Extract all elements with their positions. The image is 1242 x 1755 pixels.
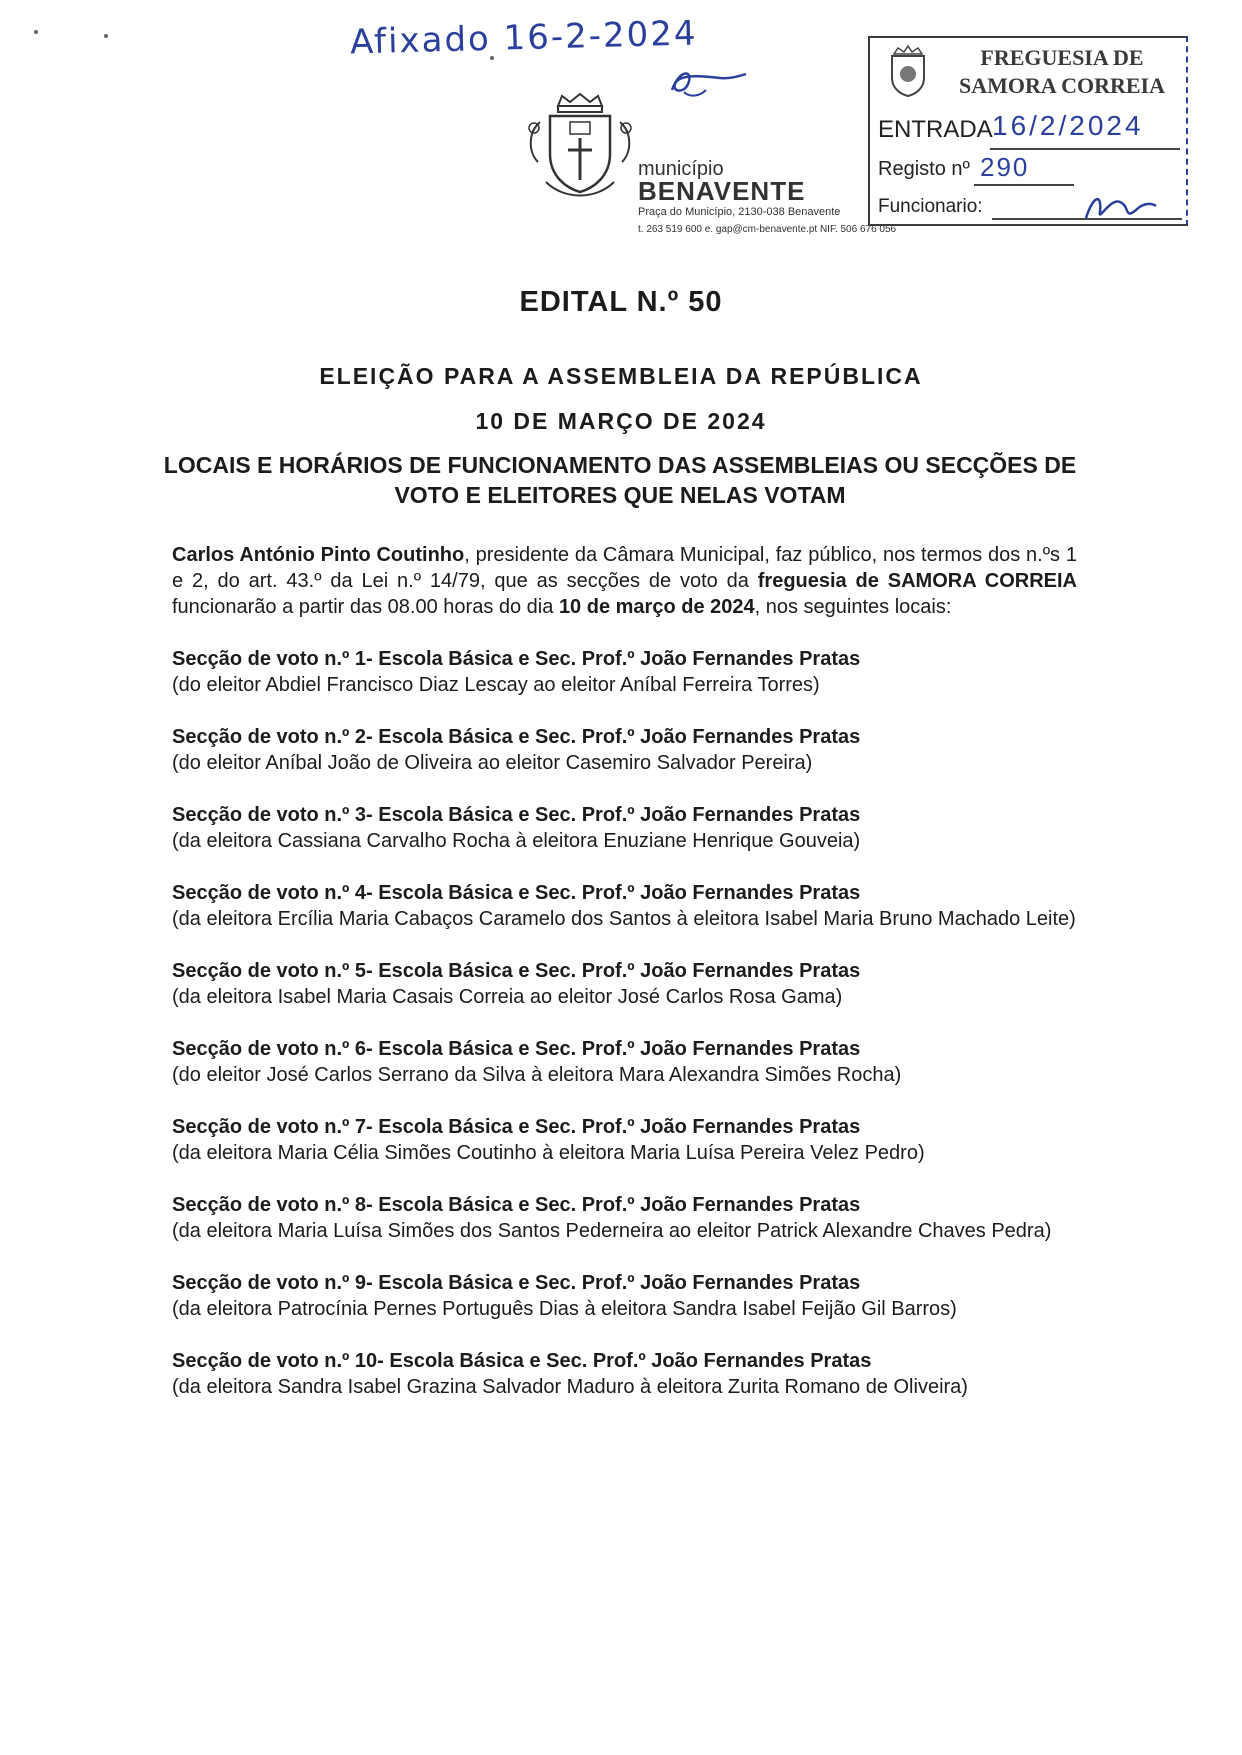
voting-section-voters: (da eleitora Cassiana Carvalho Rocha à eleitora Enuziane Henrique Gouveia) xyxy=(172,830,861,852)
voting-section xyxy=(172,802,1077,854)
section-heading: LOCAIS E HORÁRIOS DE FUNCIONAMENTO DAS ASSEMBLEIAS OU SECÇÕES DE VOTO E ELEITORES QUE NELAS VOTAM xyxy=(163,452,1077,508)
voting-section-voters: (da eleitora Sandra Isabel Grazina Salvador Maduro à eleitora Zurita Romano de Oliveira) xyxy=(172,1376,968,1398)
stamp-divider xyxy=(990,148,1180,150)
voting-section xyxy=(172,646,1077,698)
president-name: Carlos António Pinto Coutinho xyxy=(172,544,465,566)
stamp-entrada-date: 16/2/2024 xyxy=(992,110,1144,141)
stamp-title-line1: FREGUESIA DE xyxy=(980,45,1144,70)
voting-section-title: Secção de voto n.º 9- Escola Básica e Sec. Prof.º João Fernandes Pratas xyxy=(172,1272,861,1294)
election-date-inline: 10 de março de 2024 xyxy=(558,596,755,618)
stamp-title xyxy=(942,44,1182,100)
voting-section-title: Secção de voto n.º 5- Escola Básica e Sec. Prof.º João Fernandes Pratas xyxy=(172,960,861,982)
election-date: 10 DE MARÇO DE 2024 xyxy=(475,408,767,434)
voting-section xyxy=(172,880,1077,932)
voting-section xyxy=(172,1036,1077,1088)
scan-speck xyxy=(34,30,38,34)
voting-section xyxy=(172,1192,1077,1244)
intro-text-3: , nos seguintes locais: xyxy=(754,596,952,618)
freguesia-crest-icon xyxy=(880,44,936,100)
municipio-name: BENAVENTE xyxy=(638,176,806,206)
voting-section-voters: (da eleitora Maria Célia Simões Coutinho à eleitora Maria Luísa Pereira Velez Pedro) xyxy=(172,1142,925,1164)
voting-section-title: Secção de voto n.º 10- Escola Básica e Sec. Prof.º João Fernandes Pratas xyxy=(172,1350,872,1372)
voting-section-voters: (da eleitora Ercília Maria Cabaços Caramelo dos Santos à eleitora Isabel Maria Bruno Machado Leite) xyxy=(172,908,1076,930)
voting-section-title: Secção de voto n.º 1- Escola Básica e Sec. Prof.º João Fernandes Pratas xyxy=(172,648,861,670)
scan-speck xyxy=(104,34,108,38)
voting-section-voters: (do eleitor José Carlos Serrano da Silva à eleitora Mara Alexandra Simões Rocha) xyxy=(172,1064,902,1086)
stamp-divider xyxy=(974,184,1074,186)
stamp-registo-label: Registo nº xyxy=(878,158,970,180)
reception-stamp xyxy=(868,36,1188,226)
election-subtitle: ELEIÇÃO PARA A ASSEMBLEIA DA REPÚBLICA xyxy=(319,363,923,389)
voting-section-voters: (da eleitora Isabel Maria Casais Correia ao eleitor José Carlos Rosa Gama) xyxy=(172,986,843,1008)
handwritten-posted-note: Afixado 16-2-2024 xyxy=(349,13,699,63)
stamp-registo-number: 290 xyxy=(980,152,1030,182)
voting-section-voters: (da eleitora Patrocínia Pernes Português Dias à eleitora Sandra Isabel Feijão Gil Barros) xyxy=(172,1298,957,1320)
voting-section-voters: (do eleitor Aníbal João de Oliveira ao eleitor Casemiro Salvador Pereira) xyxy=(172,752,813,774)
voting-section xyxy=(172,1114,1077,1166)
stamp-signature xyxy=(1080,188,1160,228)
municipio-contacts: t. 263 519 600 e. gap@cm-benavente.pt NIF. 506 676 056 xyxy=(638,224,897,235)
voting-section-title: Secção de voto n.º 4- Escola Básica e Sec. Prof.º João Fernandes Pratas xyxy=(172,882,861,904)
municipality-crest-icon xyxy=(520,92,640,202)
intro-text-2: funcionarão a partir das 08.00 horas do dia xyxy=(172,596,559,618)
municipio-address: Praça do Município, 2130-038 Benavente xyxy=(638,206,841,218)
stamp-entrada-label: ENTRADA xyxy=(878,116,993,143)
voting-section xyxy=(172,1348,1077,1400)
voting-section-voters: (do eleitor Abdiel Francisco Diaz Lescay ao eleitor Aníbal Ferreira Torres) xyxy=(172,674,820,696)
voting-section-title: Secção de voto n.º 7- Escola Básica e Sec. Prof.º João Fernandes Pratas xyxy=(172,1116,861,1138)
voting-section-title: Secção de voto n.º 3- Escola Básica e Sec. Prof.º João Fernandes Pratas xyxy=(172,804,861,826)
voting-section-title: Secção de voto n.º 2- Escola Básica e Sec. Prof.º João Fernandes Pratas xyxy=(172,726,861,748)
voting-section xyxy=(172,1270,1077,1322)
document-body xyxy=(172,542,1077,1426)
intro-text-1: , presidente da Câmara Municipal, faz público, nos termos dos n.ºs 1 e 2, do art. 43.º da Lei n.º 14/79, que as secções de voto da xyxy=(172,544,1077,592)
voting-section-title: Secção de voto n.º 8- Escola Básica e Sec. Prof.º João Fernandes Pratas xyxy=(172,1194,861,1216)
municipio-label: município xyxy=(638,158,724,180)
voting-section xyxy=(172,958,1077,1010)
stamp-title-line2: SAMORA CORREIA xyxy=(959,73,1165,98)
stamp-funcionario-label: Funcionario: xyxy=(878,196,983,217)
freguesia-name: freguesia de SAMORA CORREIA xyxy=(757,570,1077,592)
voting-section-title: Secção de voto n.º 6- Escola Básica e Sec. Prof.º João Fernandes Pratas xyxy=(172,1038,861,1060)
handwritten-initials xyxy=(660,62,750,102)
voting-section xyxy=(172,724,1077,776)
intro-paragraph xyxy=(172,542,1077,620)
voting-section-voters: (da eleitora Maria Luísa Simões dos Santos Pederneira ao eleitor Patrick Alexandre Chaves Pedra) xyxy=(172,1220,1052,1242)
edital-title: EDITAL N.º 50 xyxy=(519,286,723,318)
